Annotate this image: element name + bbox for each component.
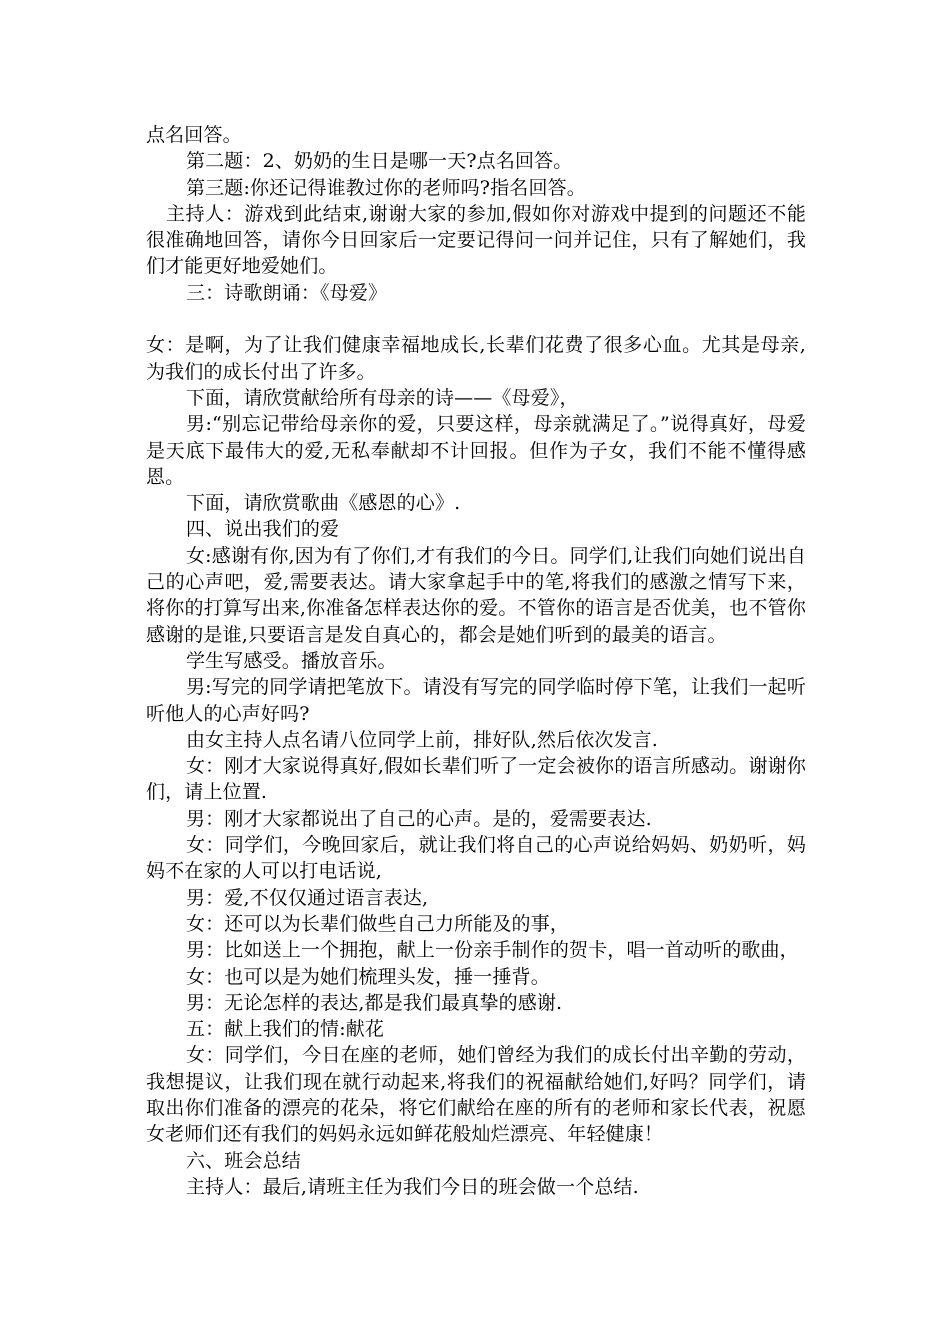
paragraph: 女：还可以为长辈们做些自己力所能及的事， <box>186 912 570 935</box>
paragraph: 男:写完的同学请把笔放下。请没有写完的同学临时停下笔，让我们一起听听他人的心声好吗? <box>146 676 806 725</box>
paragraph: 女：是啊，为了让我们健康幸福地成长,长辈们花费了很多心血。尤其是母亲,为我们的成长付出了许多。 <box>146 334 806 383</box>
paragraph: 女：刚才大家说得真好,假如长辈们听了一定会被你的语言所感动。谢谢你们，请上位置. <box>146 755 806 804</box>
paragraph: 主持人：最后,请班主任为我们今日的班会做一个总结. <box>186 1175 639 1198</box>
paragraph: 男：比如送上一个拥抱，献上一份亲手制作的贺卡，唱一首动听的歌曲， <box>186 939 799 962</box>
paragraph: 下面，请欣赏歌曲《感恩的心》. <box>186 492 461 515</box>
paragraph: 第二题：2、奶奶的生日是哪一天?点名回答。 <box>186 150 573 173</box>
paragraph: 三：诗歌朗诵：《母爱》 <box>186 281 388 304</box>
paragraph: 五：献上我们的情:献花 <box>186 1018 385 1041</box>
document-body <box>146 122 806 1200</box>
paragraph: 女：也可以是为她们梳理头发，捶一捶背。 <box>186 965 550 988</box>
paragraph: 六、班会总结 <box>186 1149 301 1172</box>
paragraph: 男：无论怎样的表达,都是我们最真挚的感谢. <box>186 991 563 1014</box>
paragraph: 第三题:你还记得谁教过你的老师吗?指名回答。 <box>186 176 586 199</box>
paragraph: 女:感谢有你,因为有了你们,才有我们的今日。同学们,让我们向她们说出自己的心声吧，爱,需要表达。请大家拿起手中的笔,将我们的感激之情写下来，将你的打算写出来,你准备怎样表达你的爱。不管你的语言是否优美，也不管你感谢的是谁,只要语言是发自真心的，都会是她们听到的最美的语言。 <box>146 544 806 646</box>
paragraph: 男：刚才大家都说出了自己的心声。是的，爱需要表达. <box>186 807 652 830</box>
paragraph: 女：同学们，今晚回家后，就让我们将自己的心声说给妈妈、奶奶听，妈妈不在家的人可以打电话说, <box>146 834 806 883</box>
paragraph: 主持人：游戏到此结束,谢谢大家的参加,假如你对游戏中提到的问题还不能很准确地回答，请你今日回家后一定要记得问一问并记住，只有了解她们，我们才能更好地爱她们。 <box>146 202 806 278</box>
paragraph: 女：同学们，今日在座的老师，她们曾经为我们的成长付出辛勤的劳动，我想提议，让我们现在就行动起来,将我们的祝福献给她们,好吗？同学们，请取出你们准备的漂亮的花朵，将它们献给在座的所有的老师和家长代表，祝愿女老师们还有我们的妈妈永远如鲜花般灿烂漂亮、年轻健康！ <box>146 1044 806 1146</box>
paragraph: 四、说出我们的爱 <box>186 518 340 541</box>
paragraph: 下面，请欣赏献给所有母亲的诗——《母爱》， <box>186 386 579 409</box>
paragraph: 学生写感受。播放音乐。 <box>186 649 397 672</box>
paragraph: 男:“别忘记带给母亲你的爱，只要这样，母亲就满足了。”说得真好，母爱是天底下最伟大的爱,无私奉献却不计回报。但作为子女，我们不能不懂得感恩。 <box>146 413 806 488</box>
paragraph: 由女主持人点名请八位同学上前，排好队,然后依次发言. <box>186 728 658 751</box>
paragraph: 点名回答。 <box>146 124 242 146</box>
blank-line <box>146 306 806 332</box>
paragraph: 男：爱,不仅仅通过语言表达, <box>186 886 429 909</box>
